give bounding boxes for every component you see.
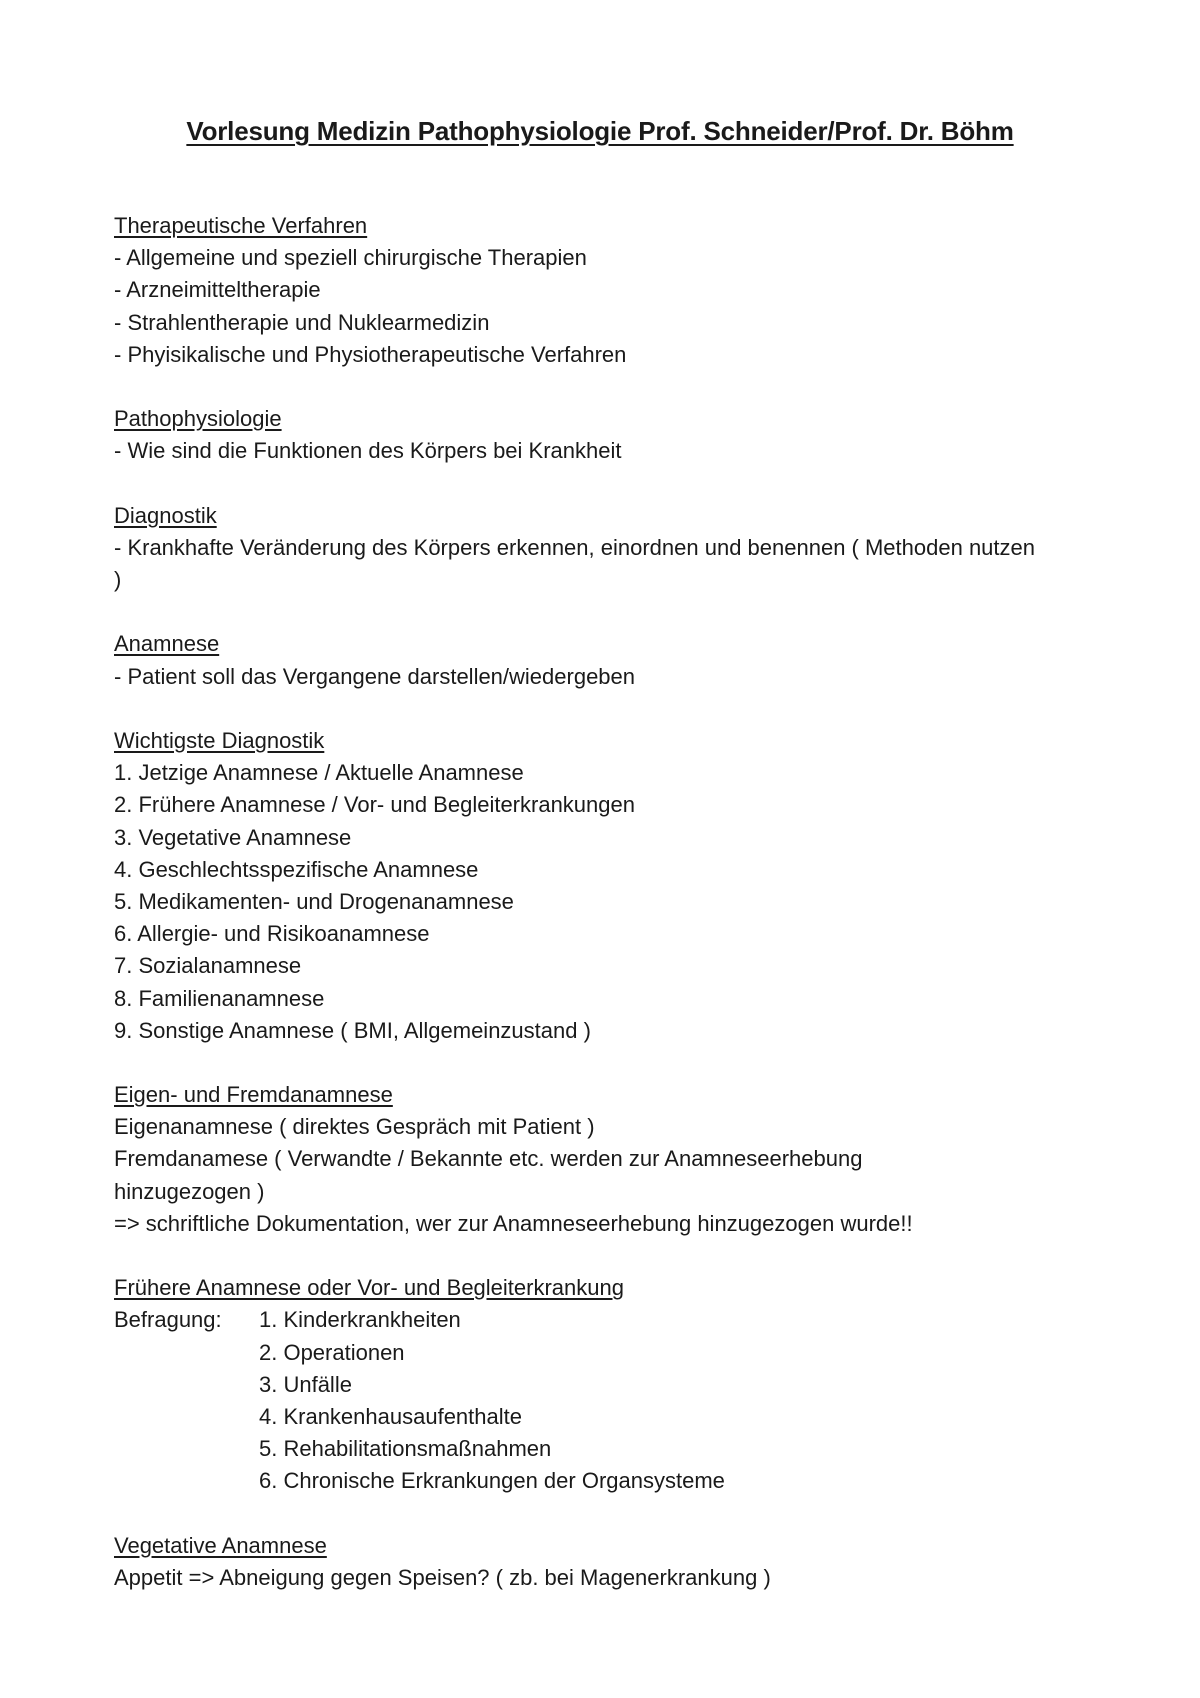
list-item: Fremdanamese ( Verwandte / Bekannte etc. werden zur Anamneseerhebung hinzugezogen ) [114,1146,863,1204]
list-item: 3. Vegetative Anamnese [114,824,352,850]
list-item: => schriftliche Dokumentation, wer zur Anamneseerhebung hinzugezogen wurde!! [114,1210,913,1236]
list-item: 8. Familienanamnese [114,985,325,1011]
spacer [114,371,1074,403]
list-item: 2. Frühere Anamnese / Vor- und Begleiterkrankungen [114,792,635,818]
list-item: - Wie sind die Funktionen des Körpers bei Krankheit [114,438,622,464]
list-item: - Patient soll das Vergangene darstellen/wiedergeben [114,663,636,689]
list-item: 6. Chronische Erkrankungen der Organsysteme [259,1468,725,1494]
list-item: 7. Sozialanamnese [114,953,302,979]
section-heading-eigen-fremdanamnese: Eigen- und Fremdanamnese [114,1082,393,1108]
section-heading-anamnese: Anamnese [114,631,220,657]
list-item: - Allgemeine und speziell chirurgische Therapien [114,245,587,271]
section-heading-diagnostik: Diagnostik [114,502,217,528]
befragung-label-spacer [114,1465,259,1497]
document-body [114,210,1074,1594]
section-heading-vegetative-anamnese: Vegetative Anamnese [114,1532,327,1558]
befragung-row [114,1369,1074,1401]
list-item: - Krankhafte Veränderung des Körpers erkennen, einordnen und benennen ( Methoden nutzen ) [114,534,1035,593]
spacer [114,596,1074,628]
spacer [114,468,1074,500]
befragung-row [114,1337,1074,1369]
befragung-row [114,1304,1074,1336]
befragung-label-spacer [114,1369,259,1401]
section-heading-wichtigste-diagnostik: Wichtigste Diagnostik [114,728,325,754]
list-item: - Phyisikalische und Physiotherapeutische Verfahren [114,341,627,367]
list-item: 2. Operationen [259,1339,405,1365]
befragung-label-spacer [114,1433,259,1465]
section-heading-fruehere-anamnese: Frühere Anamnese oder Vor- und Begleiterkrankung [114,1275,624,1301]
list-item: 4. Geschlechtsspezifische Anamnese [114,856,479,882]
list-item: 9. Sonstige Anamnese ( BMI, Allgemeinzustand ) [114,1017,591,1043]
spacer [114,1047,1074,1079]
document-title: Vorlesung Medizin Pathophysiologie Prof. Schneider/Prof. Dr. Böhm [186,116,1014,146]
befragung-row [114,1433,1074,1465]
list-item: 5. Medikamenten- und Drogenanamnese [114,888,514,914]
list-item: 4. Krankenhausaufenthalte [259,1404,522,1429]
befragung-label: Befragung: [114,1307,222,1333]
list-item: - Arzneimitteltherapie [114,277,321,303]
list-item: 1. Jetzige Anamnese / Aktuelle Anamnese [114,760,524,786]
list-item: 5. Rehabilitationsmaßnahmen [259,1436,552,1462]
section-heading-pathophysiologie: Pathophysiologie [114,406,282,432]
befragung-row [114,1465,1074,1497]
list-item: Appetit => Abneigung gegen Speisen? ( zb. bei Magenerkrankung ) [114,1564,771,1590]
befragung-label-spacer [114,1401,259,1433]
list-item: Eigenanamnese ( direktes Gespräch mit Patient ) [114,1114,595,1140]
section-heading-therapeutische-verfahren: Therapeutische Verfahren [114,213,368,238]
befragung-label-spacer [114,1337,259,1369]
spacer [114,693,1074,725]
list-item: - Strahlentherapie und Nuklearmedizin [114,309,490,335]
spacer [114,1498,1074,1530]
list-item: 1. Kinderkrankheiten [259,1307,461,1333]
list-item: 3. Unfälle [259,1371,352,1397]
befragung-row [114,1401,1074,1433]
spacer [114,1240,1074,1272]
list-item: 6. Allergie- und Risikoanamnese [114,921,430,947]
